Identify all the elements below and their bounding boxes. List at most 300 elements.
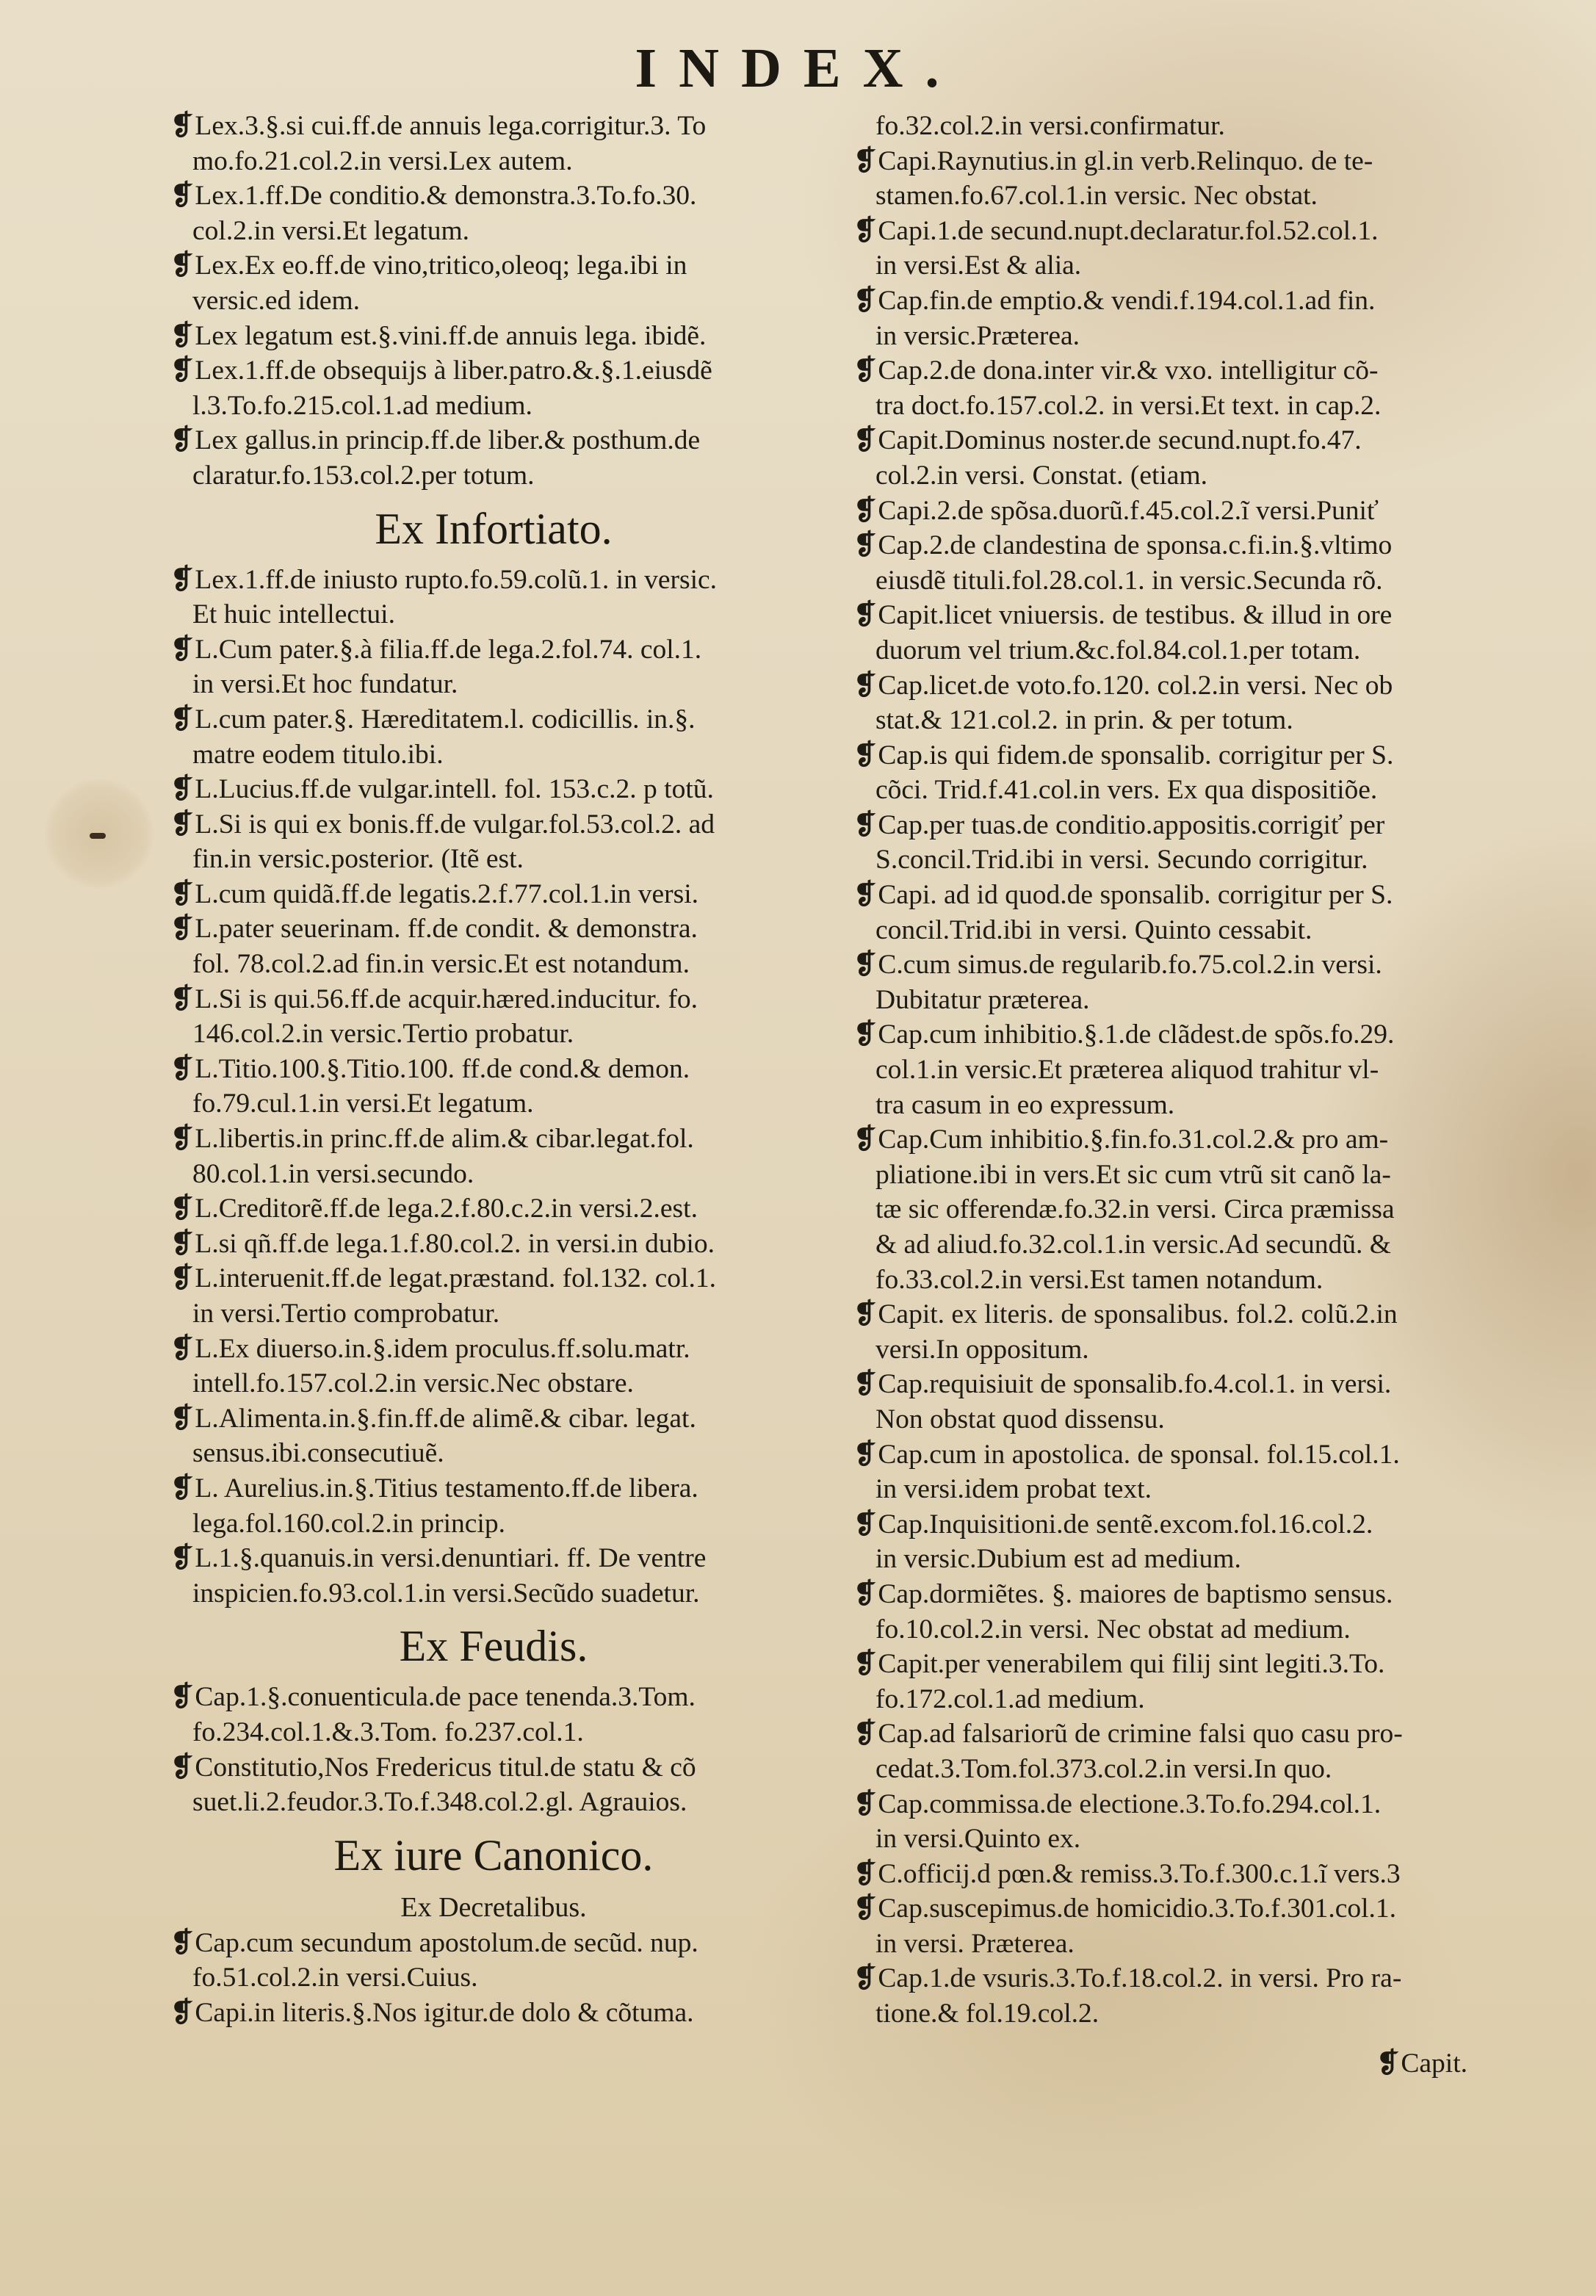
- pilcrow-icon: ❡: [170, 1403, 194, 1434]
- entry-line: [170, 1052, 817, 1087]
- entry-text: L.Titio.100.§.Titio.100. ff.de cond.& demon.: [195, 1053, 690, 1084]
- pilcrow-icon: ❡: [853, 1649, 877, 1680]
- index-entry: [170, 807, 817, 877]
- pilcrow-icon: ❡: [170, 1682, 194, 1713]
- entry-line: [853, 1891, 1487, 1927]
- entry-line: [853, 353, 1487, 389]
- entry-text: Cap.licet.de voto.fo.120. col.2.in versi. Nec ob: [878, 670, 1393, 701]
- entry-line: [853, 1996, 1487, 2032]
- pilcrow-icon: ❡: [853, 880, 877, 911]
- pilcrow-icon: ❡: [170, 564, 194, 595]
- entry-line: [170, 877, 817, 912]
- entry-line: [853, 1716, 1487, 1752]
- entry-line: [170, 1436, 817, 1471]
- entry-line: [170, 458, 817, 494]
- entry-text: L.cum pater.§. Hæreditatem.l. codicillis. in.§.: [195, 704, 696, 734]
- entry-text: L.Si is qui ex bonis.ff.de vulgar.fol.53.col.2. ad: [195, 809, 715, 840]
- entry-text: suet.li.2.feudor.3.To.f.348.col.2.gl. Agrauios.: [192, 1787, 687, 1818]
- entry-text: Cap.cum inhibitio.§.1.de clãdest.de spõs.fo.29.: [878, 1019, 1395, 1050]
- entry-text: in versi.Quinto ex.: [875, 1824, 1081, 1855]
- entry-text: C.officij.d pœn.& remiss.3.To.f.300.c.1.ĩ vers.3: [878, 1858, 1401, 1889]
- entry-line: [853, 1263, 1487, 1298]
- index-entry: [853, 284, 1487, 353]
- entry-line: [170, 1017, 817, 1052]
- index-entry: [170, 632, 817, 702]
- section-heading: Ex iure Canonico.: [333, 1830, 654, 1880]
- entry-line: [170, 911, 817, 947]
- entry-text: stamen.fo.67.col.1.in versic. Nec obstat.: [875, 181, 1318, 212]
- entry-line: [853, 878, 1487, 913]
- index-entry: [853, 1437, 1487, 1507]
- entry-line: [170, 807, 817, 842]
- entry-line: [170, 1191, 817, 1227]
- pilcrow-icon: ❡: [853, 530, 877, 561]
- entry-line: [853, 1088, 1487, 1123]
- entry-text: Et huic intellectui.: [192, 599, 395, 630]
- entry-text: Capit.Dominus noster.de secund.nupt.fo.47.: [878, 425, 1362, 456]
- index-entry: [853, 528, 1487, 598]
- pilcrow-icon: ❡: [170, 1473, 194, 1503]
- entry-text: Cap.Inquisitioni.de sentẽ.excom.fol.16.col.2.: [878, 1509, 1373, 1539]
- pilcrow-icon: ❡: [170, 1124, 194, 1155]
- entry-line: [853, 1647, 1487, 1682]
- pilcrow-icon: ❡: [170, 250, 194, 281]
- index-entry: [170, 1191, 817, 1227]
- pilcrow-icon: ❡: [170, 355, 194, 386]
- entry-text: fo.32.col.2.in versi.confirmatur.: [875, 111, 1225, 141]
- entry-line: [170, 248, 817, 284]
- entry-line: [170, 737, 817, 773]
- entry-line: [170, 1122, 817, 1157]
- entry-text: col.1.in versic.Et præterea aliquod trahitur vl-: [875, 1055, 1379, 1086]
- entry-line: [853, 144, 1487, 179]
- entry-text: L.pater seuerinam. ff.de condit. & demonstra.: [195, 914, 698, 945]
- pilcrow-icon: ❡: [170, 704, 194, 734]
- pilcrow-icon: ❡: [853, 1299, 877, 1330]
- pilcrow-icon: ❡: [853, 1963, 877, 1994]
- entry-line: [170, 178, 817, 214]
- index-entry: [170, 772, 817, 807]
- entry-text: cõci. Trid.f.41.col.in vers. Ex qua dispositiõe.: [875, 775, 1378, 806]
- pilcrow-icon: ❡: [170, 1927, 194, 1958]
- index-entry: [853, 1507, 1487, 1577]
- entry-text: Cap.2.de clandestina de sponsa.c.fi.in.§.vltimo: [878, 530, 1393, 561]
- pilcrow-icon: ❡: [170, 181, 194, 212]
- entry-text: L.1.§.quanuis.in versi.denuntiari. ff. De ventre: [195, 1543, 707, 1574]
- entry-line: [170, 982, 817, 1017]
- entry-text: fo.234.col.1.&.3.Tom. fo.237.col.1.: [192, 1716, 584, 1747]
- entry-text: versi.In oppositum.: [875, 1334, 1089, 1365]
- pilcrow-icon: ❡: [170, 1053, 194, 1084]
- pilcrow-icon: ❡: [170, 1752, 194, 1783]
- entry-text: Capit.licet vniuersis. de testibus. & illud in ore: [878, 600, 1393, 631]
- entry-text: in versi.Tertio comprobatur.: [192, 1299, 500, 1329]
- index-entry: [853, 1017, 1487, 1122]
- entry-line: [853, 423, 1487, 458]
- entry-line: [853, 1787, 1487, 1822]
- index-entry: [853, 1716, 1487, 1786]
- index-entry: [853, 1891, 1487, 1961]
- pilcrow-icon: ❡: [853, 1369, 877, 1400]
- entry-line: [853, 1542, 1487, 1577]
- entry-line: [170, 1506, 817, 1542]
- entry-line: [170, 667, 817, 702]
- entry-text: Cap.ad falsariorũ de crimine falsi quo casu pro-: [878, 1719, 1403, 1750]
- pilcrow-icon: ❡: [170, 1543, 194, 1574]
- entry-line: [170, 842, 817, 877]
- entry-text: Constitutio,Nos Fredericus titul.de statu & cõ: [195, 1752, 696, 1783]
- entry-text: Lex.1.ff.de iniusto rupto.fo.59.colũ.1. in versic.: [195, 564, 718, 595]
- index-entry: [170, 1227, 817, 1262]
- index-entry: [170, 877, 817, 912]
- catchword: [1376, 2046, 1467, 2082]
- entry-line: [170, 772, 817, 807]
- index-entry: [853, 1647, 1487, 1716]
- entry-line: [170, 284, 817, 319]
- entry-text: in versi. Præterea.: [875, 1928, 1075, 1959]
- entry-line: [170, 597, 817, 632]
- entry-line: [170, 1576, 817, 1611]
- index-entry: [170, 353, 817, 423]
- entry-text: l.3.To.fo.215.col.1.ad medium.: [192, 390, 532, 421]
- pilcrow-icon: ❡: [853, 1439, 877, 1470]
- entry-text: Capi. ad id quod.de sponsalib. corrigitur per S.: [878, 880, 1393, 911]
- entry-text: L.Ex diuerso.in.§.idem proculus.ff.solu.matr.: [195, 1333, 690, 1364]
- entry-text: L.Creditorẽ.ff.de lega.2.f.80.c.2.in versi.2.est.: [195, 1194, 698, 1224]
- entry-line: [853, 1437, 1487, 1473]
- entry-text: fo.33.col.2.in versi.Est tamen notandum.: [875, 1264, 1324, 1295]
- entry-text: Capit. ex literis. de sponsalibus. fol.2. colũ.2.in: [878, 1299, 1398, 1330]
- entry-text: Capi.in literis.§.Nos igitur.de dolo & cõtuma.: [195, 1997, 694, 2028]
- entry-line: [853, 1961, 1487, 1996]
- entry-text: tæ sic offerendæ.fo.32.in versi. Circa præmissa: [875, 1194, 1395, 1225]
- pilcrow-icon: ❡: [853, 495, 877, 526]
- entry-line: [170, 1715, 817, 1750]
- pilcrow-icon: ❡: [170, 425, 194, 456]
- pilcrow-icon: ❡: [853, 1019, 877, 1050]
- pilcrow-icon: ❡: [853, 740, 877, 770]
- entry-text: C.cum simus.de regularib.fo.75.col.2.in versi.: [878, 950, 1382, 981]
- index-entry: [170, 1332, 817, 1401]
- pilcrow-icon: ❡: [170, 983, 194, 1014]
- entry-text: S.concil.Trid.ibi in versi. Secundo corrigitur.: [875, 845, 1368, 876]
- entry-text: Cap.fin.de emptio.& vendi.f.194.col.1.ad fin.: [878, 285, 1376, 316]
- entry-line: [853, 1192, 1487, 1227]
- pilcrow-icon: ❡: [853, 1124, 877, 1155]
- section-heading: Ex Infortiato.: [375, 504, 613, 553]
- entry-text: Cap.requisiuit de sponsalib.fo.4.col.1. in versi.: [878, 1369, 1392, 1400]
- index-entry: [170, 911, 817, 981]
- entry-line: [170, 1157, 817, 1192]
- index-entry: [853, 1122, 1487, 1297]
- pilcrow-icon: ❡: [853, 355, 877, 386]
- pilcrow-icon: ❡: [1376, 2048, 1400, 2079]
- entry-line: [853, 1472, 1487, 1507]
- index-entry: [170, 1541, 817, 1611]
- entry-text: Lex gallus.in princip.ff.de liber.& posthum.de: [195, 425, 701, 456]
- index-entry: [853, 1367, 1487, 1437]
- entry-line: [170, 109, 817, 144]
- entry-text: lega.fol.160.col.2.in princip.: [192, 1508, 505, 1539]
- entry-text: fo.172.col.1.ad medium.: [875, 1683, 1145, 1714]
- left-column: [170, 109, 817, 2031]
- index-entry: [853, 1297, 1487, 1367]
- entry-text: L.Cum pater.§.à filia.ff.de lega.2.fol.74. col.1.: [195, 634, 702, 665]
- entry-text: Capi.1.de secund.nupt.declaratur.fol.52.col.1.: [878, 215, 1379, 246]
- index-entry: [170, 982, 817, 1052]
- entry-text: pliatione.ibi in vers.Et sic cum vtrũ sit canõ la-: [875, 1159, 1391, 1190]
- index-entry: [853, 214, 1487, 284]
- pilcrow-icon: ❡: [170, 320, 194, 351]
- pilcrow-icon: ❡: [853, 1578, 877, 1609]
- entry-line: [170, 563, 817, 598]
- entry-text: Lex.1.ff.De conditio.& demonstra.3.To.fo.30.: [195, 181, 697, 212]
- pilcrow-icon: ❡: [170, 634, 194, 665]
- entry-line: [853, 1017, 1487, 1053]
- entry-text: versic.ed idem.: [192, 285, 361, 316]
- entry-text: fo.79.cul.1.in versi.Et legatum.: [192, 1089, 534, 1119]
- entry-line: [853, 248, 1487, 284]
- index-entry: [853, 109, 1487, 144]
- entry-line: [170, 423, 817, 458]
- entry-line: [853, 528, 1487, 563]
- entry-text: matre eodem titulo.ibi.: [192, 739, 444, 770]
- entry-line: [170, 1332, 817, 1367]
- entry-text: Cap.per tuas.de conditio.appositis.corrigiť per: [878, 809, 1385, 840]
- index-entry: [853, 598, 1487, 668]
- entry-line: [853, 668, 1487, 704]
- entry-line: [853, 1682, 1487, 1717]
- pilcrow-icon: ❡: [853, 1858, 877, 1889]
- entry-text: Cap.suscepimus.de homicidio.3.To.f.301.col.1.: [878, 1894, 1397, 1924]
- entry-line: [853, 1927, 1487, 1962]
- pilcrow-icon: ❡: [853, 670, 877, 701]
- entry-text: L. Aurelius.in.§.Titius testamento.ff.de libera.: [195, 1473, 698, 1503]
- entry-text: L.Si is qui.56.ff.de acquir.hæred.inducitur. fo.: [195, 983, 698, 1014]
- index-entry: [853, 144, 1487, 214]
- index-entry: [170, 1471, 817, 1541]
- entry-line: [853, 1122, 1487, 1158]
- ink-blot: [90, 833, 106, 839]
- entry-line: [853, 319, 1487, 354]
- pilcrow-icon: ❡: [853, 1509, 877, 1539]
- entry-text: tra casum in eo expressum.: [875, 1089, 1175, 1120]
- entry-text: fol. 78.col.2.ad fin.in versic.Et est notandum.: [192, 949, 690, 980]
- entry-line: [853, 1158, 1487, 1193]
- entry-text: Cap.dormiẽtes. §. maiores de baptismo sensus.: [878, 1578, 1393, 1609]
- pilcrow-icon: ❡: [853, 215, 877, 246]
- entry-line: [170, 214, 817, 249]
- entry-text: Cap.cum secundum apostolum.de secũd. nup.: [195, 1927, 698, 1958]
- entry-line: [853, 842, 1487, 878]
- pilcrow-icon: ❡: [170, 1997, 194, 2028]
- entry-line: [170, 1296, 817, 1332]
- entry-text: in versi.Et hoc fundatur.: [192, 669, 458, 700]
- entry-text: in versic.Dubium est ad medium.: [875, 1544, 1241, 1575]
- pilcrow-icon: ❡: [170, 1228, 194, 1259]
- entry-text: Lex.Ex eo.ff.de vino,tritico,oleoq; lega.ibi in: [195, 250, 687, 281]
- index-entry: [853, 1787, 1487, 1857]
- entry-text: L.Alimenta.in.§.fin.ff.de alimẽ.& cibar. legat.: [195, 1403, 696, 1434]
- entry-text: fin.in versic.posterior. (Itẽ est.: [192, 844, 524, 875]
- entry-line: [853, 214, 1487, 249]
- entry-line: [853, 1367, 1487, 1402]
- index-entry: [170, 109, 817, 178]
- entry-line: [170, 1401, 817, 1437]
- index-entry: [170, 1926, 817, 1996]
- entry-text: Capit.per venerabilem qui filij sint legiti.3.To.: [878, 1649, 1385, 1680]
- index-entry: [853, 738, 1487, 808]
- entry-text: Cap.is qui fidem.de sponsalib. corrigitur per S.: [878, 740, 1394, 770]
- entry-line: [853, 633, 1487, 668]
- entry-line: [853, 983, 1487, 1018]
- entry-text: Capi.Raynutius.in gl.in verb.Relinquo. de te-: [878, 145, 1373, 176]
- entry-line: [853, 1822, 1487, 1857]
- index-entry: [853, 353, 1487, 423]
- entry-line: [170, 1086, 817, 1122]
- entry-text: 146.col.2.in versic.Tertio probatur.: [192, 1019, 574, 1050]
- pilcrow-icon: ❡: [853, 285, 877, 316]
- entry-line: [170, 632, 817, 668]
- entry-text: 80.col.1.in versi.secundo.: [192, 1158, 474, 1189]
- index-entry: [170, 563, 817, 632]
- entry-line: [170, 1261, 817, 1296]
- pilcrow-icon: ❡: [170, 1263, 194, 1294]
- entry-text: fo.10.col.2.in versi. Nec obstat ad medium.: [875, 1614, 1351, 1645]
- entry-line: [170, 1750, 817, 1786]
- entry-line: [853, 109, 1487, 144]
- entry-text: mo.fo.21.col.2.in versi.Lex autem.: [192, 145, 573, 176]
- pilcrow-icon: ❡: [170, 111, 194, 141]
- index-entry: [170, 1052, 817, 1122]
- entry-text: Lex.1.ff.de obsequijs à liber.patro.&.§.1.eiusdẽ: [195, 355, 712, 386]
- entry-text: col.2.in versi.Et legatum.: [192, 215, 469, 246]
- catchword-text: Capit.: [1401, 2048, 1467, 2079]
- entry-text: tione.& fol.19.col.2.: [875, 1999, 1099, 2029]
- entry-line: [853, 808, 1487, 843]
- entry-line: [853, 1752, 1487, 1787]
- entry-line: [853, 947, 1487, 983]
- entry-text: cedat.3.Tom.fol.373.col.2.in versi.In quo.: [875, 1753, 1332, 1784]
- index-entry: [170, 1122, 817, 1191]
- index-entry: [170, 178, 817, 248]
- entry-line: [170, 947, 817, 982]
- entry-text: Cap.2.de dona.inter vir.& vxo. intelligitur cõ-: [878, 355, 1379, 386]
- entry-text: stat.& 121.col.2. in prin. & per totum.: [875, 705, 1293, 736]
- entry-line: [853, 1227, 1487, 1263]
- entry-line: [170, 1960, 817, 1996]
- entry-text: & ad aliud.fo.32.col.1.in versic.Ad secundũ. &: [875, 1230, 1391, 1260]
- entry-line: [853, 703, 1487, 738]
- pilcrow-icon: ❡: [170, 1194, 194, 1224]
- index-entry: [853, 1961, 1487, 2031]
- pilcrow-icon: ❡: [170, 878, 194, 909]
- pilcrow-icon: ❡: [853, 145, 877, 176]
- entry-line: [853, 1402, 1487, 1437]
- page-heading: INDEX.: [635, 37, 961, 99]
- entry-line: [853, 1507, 1487, 1542]
- entry-text: Lex legatum est.§.vini.ff.de annuis lega. ibidẽ.: [195, 320, 707, 351]
- entry-line: [170, 1926, 817, 1961]
- entry-text: Cap.cum in apostolica. de sponsal. fol.15.col.1.: [878, 1439, 1400, 1470]
- entry-text: Cap.1.de vsuris.3.To.f.18.col.2. in versi. Pro ra-: [878, 1963, 1402, 1994]
- index-entry: [853, 668, 1487, 738]
- pilcrow-icon: ❡: [170, 809, 194, 840]
- index-entry: [170, 319, 817, 354]
- pilcrow-icon: ❡: [853, 425, 877, 456]
- entry-line: [853, 773, 1487, 808]
- entry-text: fo.51.col.2.in versi.Cuius.: [192, 1963, 478, 1993]
- entry-text: in versi.Est & alia.: [875, 250, 1082, 281]
- entry-line: [170, 389, 817, 424]
- entry-text: tra doct.fo.157.col.2. in versi.Et text. in cap.2.: [875, 390, 1382, 421]
- entry-line: [853, 563, 1487, 599]
- entry-text: col.2.in versi. Constat. (etiam.: [875, 460, 1207, 491]
- pilcrow-icon: ❡: [853, 809, 877, 840]
- entry-line: [853, 738, 1487, 773]
- entry-text: intell.fo.157.col.2.in versic.Nec obstare.: [192, 1368, 634, 1399]
- entry-line: [170, 1471, 817, 1506]
- entry-line: [170, 1541, 817, 1576]
- entry-text: duorum vel trium.&c.fol.84.col.1.per totam.: [875, 635, 1361, 665]
- entry-text: Cap.Cum inhibitio.§.fin.fo.31.col.2.& pro am-: [878, 1124, 1389, 1155]
- entry-text: in versi.idem probat text.: [875, 1474, 1152, 1505]
- entry-line: [853, 1297, 1487, 1332]
- index-entry: [170, 1261, 817, 1331]
- entry-line: [170, 1785, 817, 1820]
- section-heading: Ex Feudis.: [399, 1622, 588, 1671]
- pilcrow-icon: ❡: [853, 600, 877, 631]
- entry-line: [170, 1680, 817, 1715]
- entry-line: [853, 1332, 1487, 1368]
- index-entry: [170, 1750, 817, 1820]
- pilcrow-icon: ❡: [170, 914, 194, 945]
- entry-line: [853, 284, 1487, 319]
- index-entry: [853, 423, 1487, 493]
- index-entry: [853, 494, 1487, 529]
- entry-line: [170, 319, 817, 354]
- entry-line: [170, 1366, 817, 1401]
- entry-line: [853, 913, 1487, 948]
- entry-text: L.interuenit.ff.de legat.præstand. fol.132. col.1.: [195, 1263, 716, 1294]
- entry-line: [170, 1227, 817, 1262]
- index-entry: [853, 878, 1487, 947]
- index-entry: [853, 947, 1487, 1017]
- entry-line: [170, 702, 817, 737]
- pilcrow-icon: ❡: [170, 774, 194, 805]
- entry-line: [853, 389, 1487, 424]
- entry-text: Cap.1.§.conuenticula.de pace tenenda.3.Tom.: [195, 1682, 696, 1713]
- index-entry: [170, 423, 817, 493]
- entry-text: Dubitatur præterea.: [875, 984, 1090, 1015]
- index-entry: [853, 1857, 1487, 1892]
- pilcrow-icon: ❡: [170, 1333, 194, 1364]
- index-entry: [170, 702, 817, 772]
- entry-line: [853, 494, 1487, 529]
- entry-text: inspicien.fo.93.col.1.in versi.Secũdo suadetur.: [192, 1578, 700, 1609]
- entry-text: concil.Trid.ibi in versi. Quinto cessabit.: [875, 914, 1312, 945]
- entry-text: sensus.ibi.consecutiuẽ.: [192, 1438, 444, 1469]
- index-entry: [170, 1680, 817, 1750]
- pilcrow-icon: ❡: [853, 1894, 877, 1924]
- entry-text: L.si qñ.ff.de lega.1.f.80.col.2. in versi.in dubio.: [195, 1228, 715, 1259]
- entry-line: [853, 1612, 1487, 1647]
- entry-text: claratur.fo.153.col.2.per totum.: [192, 460, 535, 491]
- entry-text: Capi.2.de spõsa.duorũ.f.45.col.2.ĩ versi.Puniť: [878, 495, 1379, 526]
- entry-line: [170, 353, 817, 389]
- entry-line: [853, 458, 1487, 494]
- entry-text: eiusdẽ tituli.fol.28.col.1. in versic.Secunda rõ.: [875, 565, 1383, 596]
